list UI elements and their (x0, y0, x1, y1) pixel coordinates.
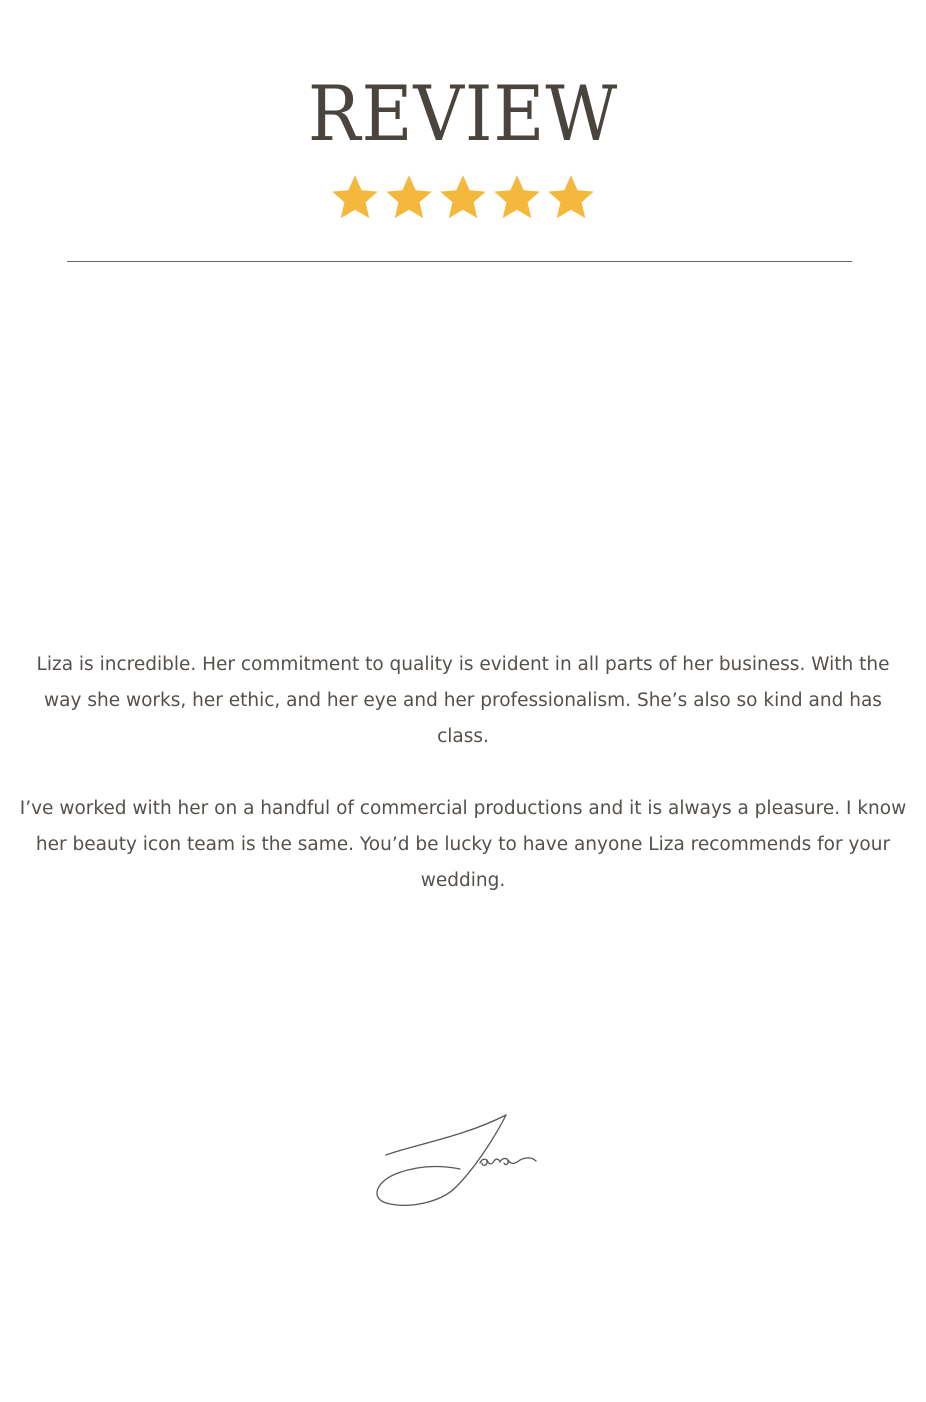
review-text (18, 647, 908, 899)
star-icon (545, 172, 597, 224)
signature-icon (368, 1105, 548, 1215)
review-paragraph: I’ve worked with her on a handful of commercial productions and it is always a pleasure. I know her beauty icon team is the same. You’d be lucky to have anyone Liza recommends for your wedding. (19, 798, 907, 891)
page-title: REVIEW (307, 69, 619, 158)
star-icon (491, 172, 543, 224)
divider (67, 261, 852, 262)
star-icon (437, 172, 489, 224)
star-icon (383, 172, 435, 224)
star-rating (0, 172, 926, 224)
review-paragraph: Liza is incredible. Her commitment to quality is evident in all parts of her business. With the way she works, her ethic, and her eye and her professionalism. She’s also so kind and has class. (36, 654, 890, 747)
star-icon (329, 172, 381, 224)
